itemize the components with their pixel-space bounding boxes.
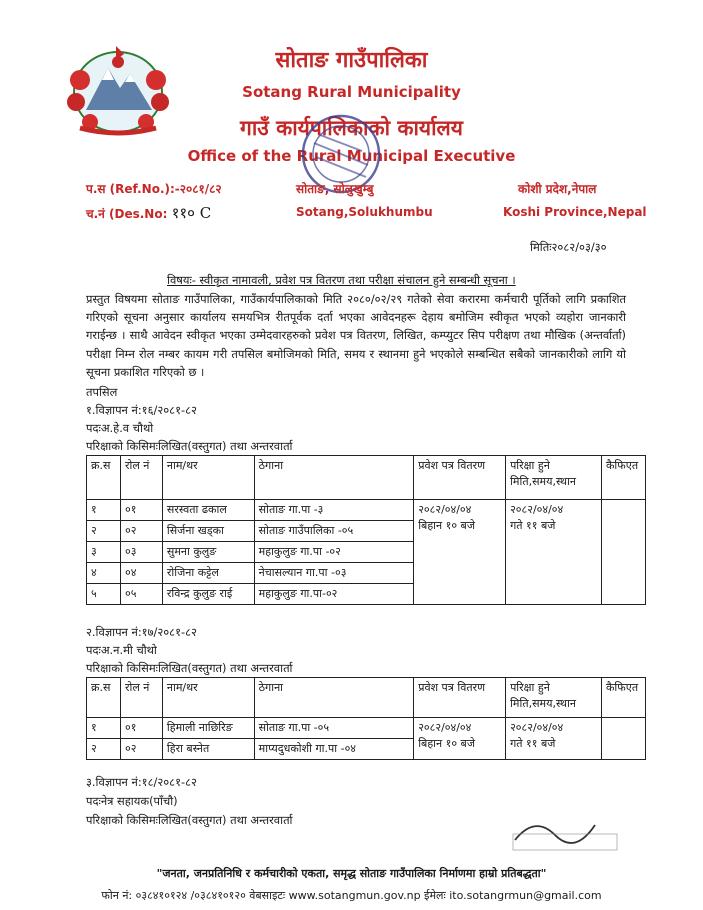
office-title-english: Office of the Rural Municipal Executive (187, 147, 516, 165)
municipality-title-nepali: सोताङ गाउँपालिका (275, 48, 428, 73)
cell-name: रोजिना कट्टेल (162, 563, 254, 584)
header-exam: परिक्षा हुने मिति,समय,स्थान (506, 678, 602, 718)
cell-address: महाकुलुङ गा.पा -०२ (254, 542, 414, 563)
cell-sn: ३ (87, 542, 121, 563)
table-header-row (87, 456, 646, 500)
header-admit: प्रवेश पत्र वितरण (414, 678, 506, 718)
notice-date: मितिः२०८२/०३/३० (530, 240, 607, 254)
advert-1-table (86, 455, 646, 605)
advert-2-title: २.विज्ञापन नं:१७/२०८१-८२ (86, 625, 197, 639)
advert-2-exam-type: परिक्षाको किसिमःलिखित(वस्तुगत) तथा अन्तरवार्ता (86, 661, 293, 675)
cell-sn: २ (87, 739, 121, 760)
cell-roll: ०५ (120, 584, 162, 605)
header-roll: रोल नं (120, 678, 162, 718)
header-remarks: कैफिएत (601, 678, 645, 718)
province-nepali: कोशी प्रदेश,नेपाल (518, 182, 597, 196)
cell-name: हिमाली नाछिरिङ (162, 718, 254, 739)
cell-name: हिरा बस्नेत (162, 739, 254, 760)
header-remarks: कैफिएत (601, 456, 645, 500)
notice-subject: विषयः- स्वीकृत नामावली, प्रवेश पत्र वितरण तथा परीक्षा संचालन हुने सम्बन्धी सूचना । (167, 273, 516, 287)
cell-sn: ५ (87, 584, 121, 605)
advert-1-title: १.विज्ञापन नं:१६/२०८१-८२ (86, 403, 197, 417)
municipality-title-english: Sotang Rural Municipality (242, 83, 461, 101)
cell-address: सोताङ गा.पा -०५ (254, 718, 414, 739)
cell-exam: २०८२/०४/०४ गते ११ बजे (506, 718, 602, 760)
footer-contact: फोन नं: ०३८४१०१२४ /०३८४१०१२० वेबसाइटः www.sotangmun.gov.np ईमेलः ito.sotangrmun@gmail.com (101, 889, 602, 902)
cell-admit: २०८२/०४/०४ बिहान १० बजे (414, 718, 506, 760)
table-row (87, 718, 646, 739)
header-address: ठेगाना (254, 678, 414, 718)
cell-name: सिर्जना खड्का (162, 521, 254, 542)
cell-roll: ०२ (120, 521, 162, 542)
table-row (87, 500, 646, 521)
location-english: Sotang,Solukhumbu (296, 205, 433, 219)
advert-1-post: पदःअ.हे.व चौथो (86, 421, 154, 435)
cell-remarks (601, 500, 645, 605)
signature-stamp (505, 810, 625, 855)
header-name: नाम/थर (162, 456, 254, 500)
notice-paragraph: प्रस्तुत विषयमा सोताङ गाउँपालिका, गाउँकार्यपालिकाको मिति २०८०/०२/२९ गतेको सेवा करारमा कर्मचारी पूर्तिको लागि प्रकाशित गरिएको सूचना अनुसार कार्यालय समयभित्र रीतपूर्वक दर्ता भएका आवेदनहरू देहाय बमोजिम स्वीकृत भएको व्यहोरा जानकारी गराईन्छ । साथै आवेदन स्वीकृत भएका उम्मेदवारहरुको प्रवेश पत्र वितरण, लिखित, कम्प्युटर सिप परीक्षण तथा मौखिक (अन्तर्वार्ता) परीक्षा निम्न रोल नम्बर कायम गरी तपसिल बमोजिमको मिति, समय र स्थानमा हुने भएकोले सम्बन्धित सबैको जानकारीको लागि यो सूचना प्रकाशित गरिएको छ । (86, 292, 626, 379)
header-sn: क्र.स (87, 678, 121, 718)
advert-2-table (86, 677, 646, 760)
table-header-row (87, 678, 646, 718)
location-nepali: सोताङ, सोलुखुम्बु (296, 182, 374, 196)
cell-address: नेचासल्यान गा.पा -०३ (254, 563, 414, 584)
header-address: ठेगाना (254, 456, 414, 500)
cell-sn: २ (87, 521, 121, 542)
cell-name: सरस्वता ढकाल (162, 500, 254, 521)
header-admit: प्रवेश पत्र वितरण (414, 456, 506, 500)
tapasil-label: तपसिल (86, 385, 118, 399)
header-exam: परिक्षा हुने मिति,समय,स्थान (506, 456, 602, 500)
ref-number: प.स (Ref.No.):-२०८१/८२ (86, 182, 222, 196)
header-name: नाम/थर (162, 678, 254, 718)
header-sn: क्र.स (87, 456, 121, 500)
cell-address: सोताङ गाउँपालिका -०५ (254, 521, 414, 542)
cell-roll: ०२ (120, 739, 162, 760)
cell-roll: ०१ (120, 500, 162, 521)
des-number-label: च.नं (Des.No: ११० C (86, 204, 212, 222)
advert-2-post: पदःअ.न.मी चौथो (86, 643, 157, 657)
cell-address: महाकुलुङ गा.पा-०२ (254, 584, 414, 605)
advert-1-exam-type: परिक्षाको किसिमःलिखित(वस्तुगत) तथा अन्तरवार्ता (86, 439, 293, 453)
cell-roll: ०३ (120, 542, 162, 563)
header-roll: रोल नं (120, 456, 162, 500)
cell-name: सुमना कुलुङ (162, 542, 254, 563)
cell-roll: ०४ (120, 563, 162, 584)
cell-name: रविन्द्र कुलुङ राई (162, 584, 254, 605)
cell-sn: १ (87, 500, 121, 521)
cell-address: सोताङ गा.पा -३ (254, 500, 414, 521)
office-title-nepali: गाउँ कार्यपालिकाको कार्यालय (240, 116, 463, 140)
footer-slogan: "जनता, जनप्रतिनिधि र कर्मचारीको एकता, समृद्ध सोताङ गाउँपालिका निर्माणमा हाम्रो प्रतिबद्धता" (156, 867, 547, 880)
cell-admit: २०८२/०४/०४ बिहान १० बजे (414, 500, 506, 605)
cell-remarks (601, 718, 645, 760)
des-number-handwritten: ११० C (171, 204, 212, 222)
cell-exam: २०८२/०४/०४ गते ११ बजे (506, 500, 602, 605)
cell-address: माप्यदुधकोशी गा.पा -०४ (254, 739, 414, 760)
cell-roll: ०१ (120, 718, 162, 739)
advert-3-title: ३.विज्ञापन नं:१८/२०८१-८२ (86, 775, 197, 789)
province-english: Koshi Province,Nepal (503, 205, 647, 219)
cell-sn: ४ (87, 563, 121, 584)
advert-3-post: पदःनेत्र सहायक(पाँचौ) (86, 794, 178, 808)
advert-3-exam-type: परिक्षाको किसिमःलिखित(वस्तुगत) तथा अन्तरवार्ता (86, 813, 293, 827)
cell-sn: १ (87, 718, 121, 739)
